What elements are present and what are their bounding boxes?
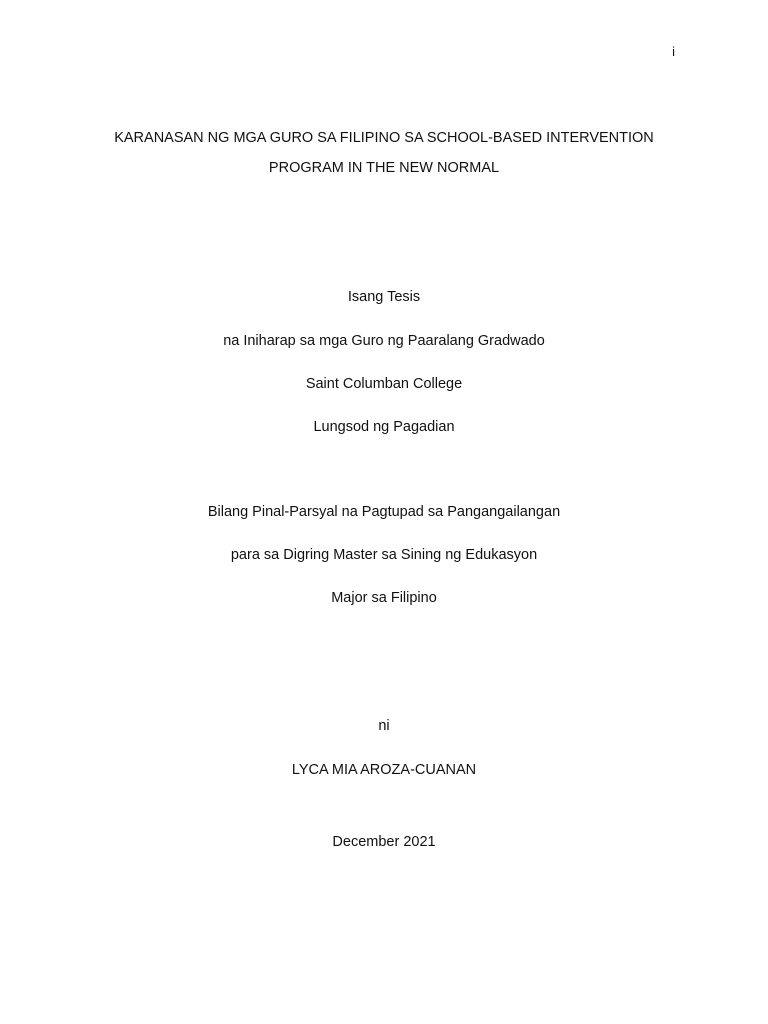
institution-name: Saint Columban College (305, 376, 463, 392)
author-name: LYCA MIA AROZA-CUANAN (291, 762, 477, 778)
page-number: i (672, 44, 675, 59)
submission-type: Isang Tesis (347, 289, 421, 305)
thesis-title-line-2: PROGRAM IN THE NEW NORMAL (268, 160, 500, 176)
thesis-title-line-1: KARANASAN NG MGA GURO SA FILIPINO SA SCHOOL-BASED INTERVENTION (114, 130, 654, 146)
institution-city: Lungsod ng Pagadian (313, 419, 455, 435)
author-by: ni (378, 718, 390, 734)
requirement-line-1: Bilang Pinal-Parsyal na Pagtupad sa Pangangailangan (207, 504, 561, 520)
submission-presented-to: na Iniharap sa mga Guro ng Paaralang Gradwado (223, 333, 545, 349)
requirement-line-3: Major sa Filipino (331, 590, 437, 606)
requirement-line-2: para sa Digring Master sa Sining ng Edukasyon (230, 547, 538, 563)
submission-date: December 2021 (332, 834, 436, 850)
